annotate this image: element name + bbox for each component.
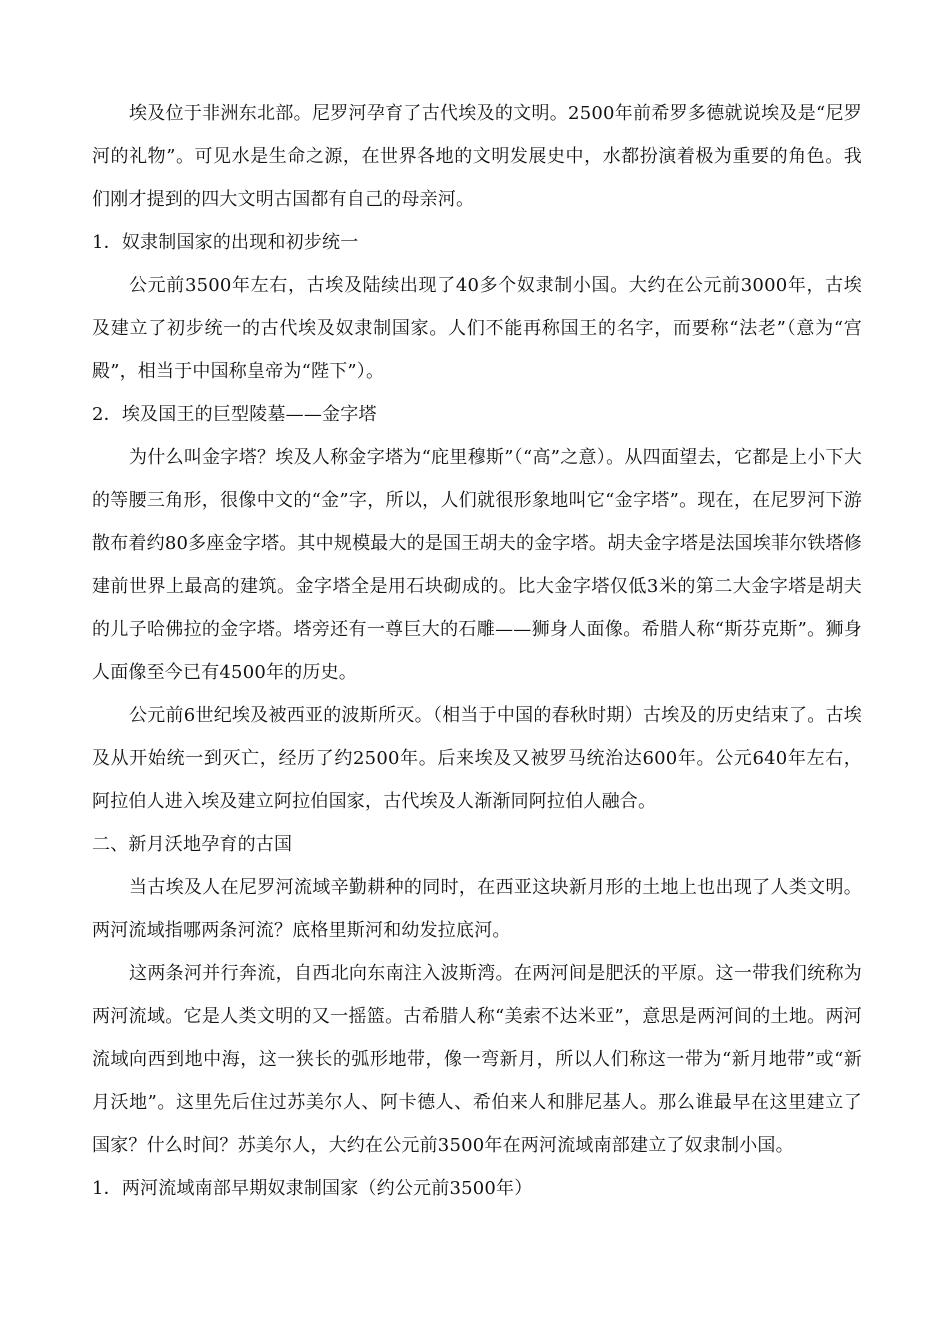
paragraph-pyramids: 为什么叫金字塔？埃及人称金字塔为“庇里穆斯”（“高”之意）。从四面望去，它都是上小下大的等腰三角形，很像中文的“金”字，所以，人们就很形象地叫它“金字塔”。现在，在尼罗河下游散布着约80多座金字塔。其中规模最大的是国王胡夫的金字塔。胡夫金字塔是法国埃菲尔铁塔修建前世界上最高的建筑。金字塔全是用石块砌成的。比大金字塔仅低3米的第二大金字塔是胡夫的儿子哈佛拉的金字塔。塔旁还有一尊巨大的石雕——狮身人面像。希腊人称“斯芬克斯”。狮身人面像至今已有4500年的历史。 bbox=[92, 447, 862, 683]
heading-slave-state-unification: 1．奴隶制国家的出现和初步统一 bbox=[92, 232, 359, 253]
document-body bbox=[92, 92, 862, 1210]
paragraph-egypt-decline: 公元前6世纪埃及被西亚的波斯所灭。（相当于中国的春秋时期）古埃及的历史结束了。古埃及从开始统一到灭亡，经历了约2500年。后来埃及又被罗马统治达600年。公元640年左右，阿拉伯人进入埃及建立阿拉伯国家，古代埃及人渐渐同阿拉伯人融合。 bbox=[92, 705, 862, 812]
paragraph-two-rivers: 这两条河并行奔流，自西北向东南注入波斯湾。在两河间是肥沃的平原。这一带我们统称为两河流域。它是人类文明的又一摇篮。古希腊人称“美索不达米亚”，意思是两河间的土地。两河流域向西到地中海，这一狭长的弧形地带，像一弯新月，所以人们称这一带为“新月地带”或“新月沃地”。这里先后住过苏美尔人、阿卡德人、希伯来人和腓尼基人。那么谁最早在这里建立了国家？什么时间？苏美尔人，大约在公元前3500年在两河流域南部建立了奴隶制小国。 bbox=[92, 963, 862, 1156]
paragraph-mesopotamia-intro: 当古埃及人在尼罗河流域辛勤耕种的同时，在西亚这块新月形的土地上也出现了人类文明。两河流域指哪两条河流？底格里斯河和幼发拉底河。 bbox=[92, 877, 862, 941]
paragraph-egypt-intro: 埃及位于非洲东北部。尼罗河孕育了古代埃及的文明。2500年前希罗多德就说埃及是“尼罗河的礼物”。可见水是生命之源，在世界各地的文明发展史中，水都扮演着极为重要的角色。我们刚才提到的四大文明古国都有自己的母亲河。 bbox=[92, 103, 862, 210]
heading-sumerian-states: 1．两河流域南部早期奴隶制国家（约公元前3500年） bbox=[92, 1178, 533, 1199]
paragraph-slave-states: 公元前3500年左右，古埃及陆续出现了40多个奴隶制小国。大约在公元前3000年，古埃及建立了初步统一的古代埃及奴隶制国家。人们不能再称国王的名字，而要称“法老”（意为“宫殿”，相当于中国称皇帝为“陛下”）。 bbox=[92, 275, 862, 382]
heading-fertile-crescent: 二、新月沃地孕育的古国 bbox=[92, 834, 293, 855]
heading-pyramids: 2．埃及国王的巨型陵墓——金字塔 bbox=[92, 404, 377, 425]
